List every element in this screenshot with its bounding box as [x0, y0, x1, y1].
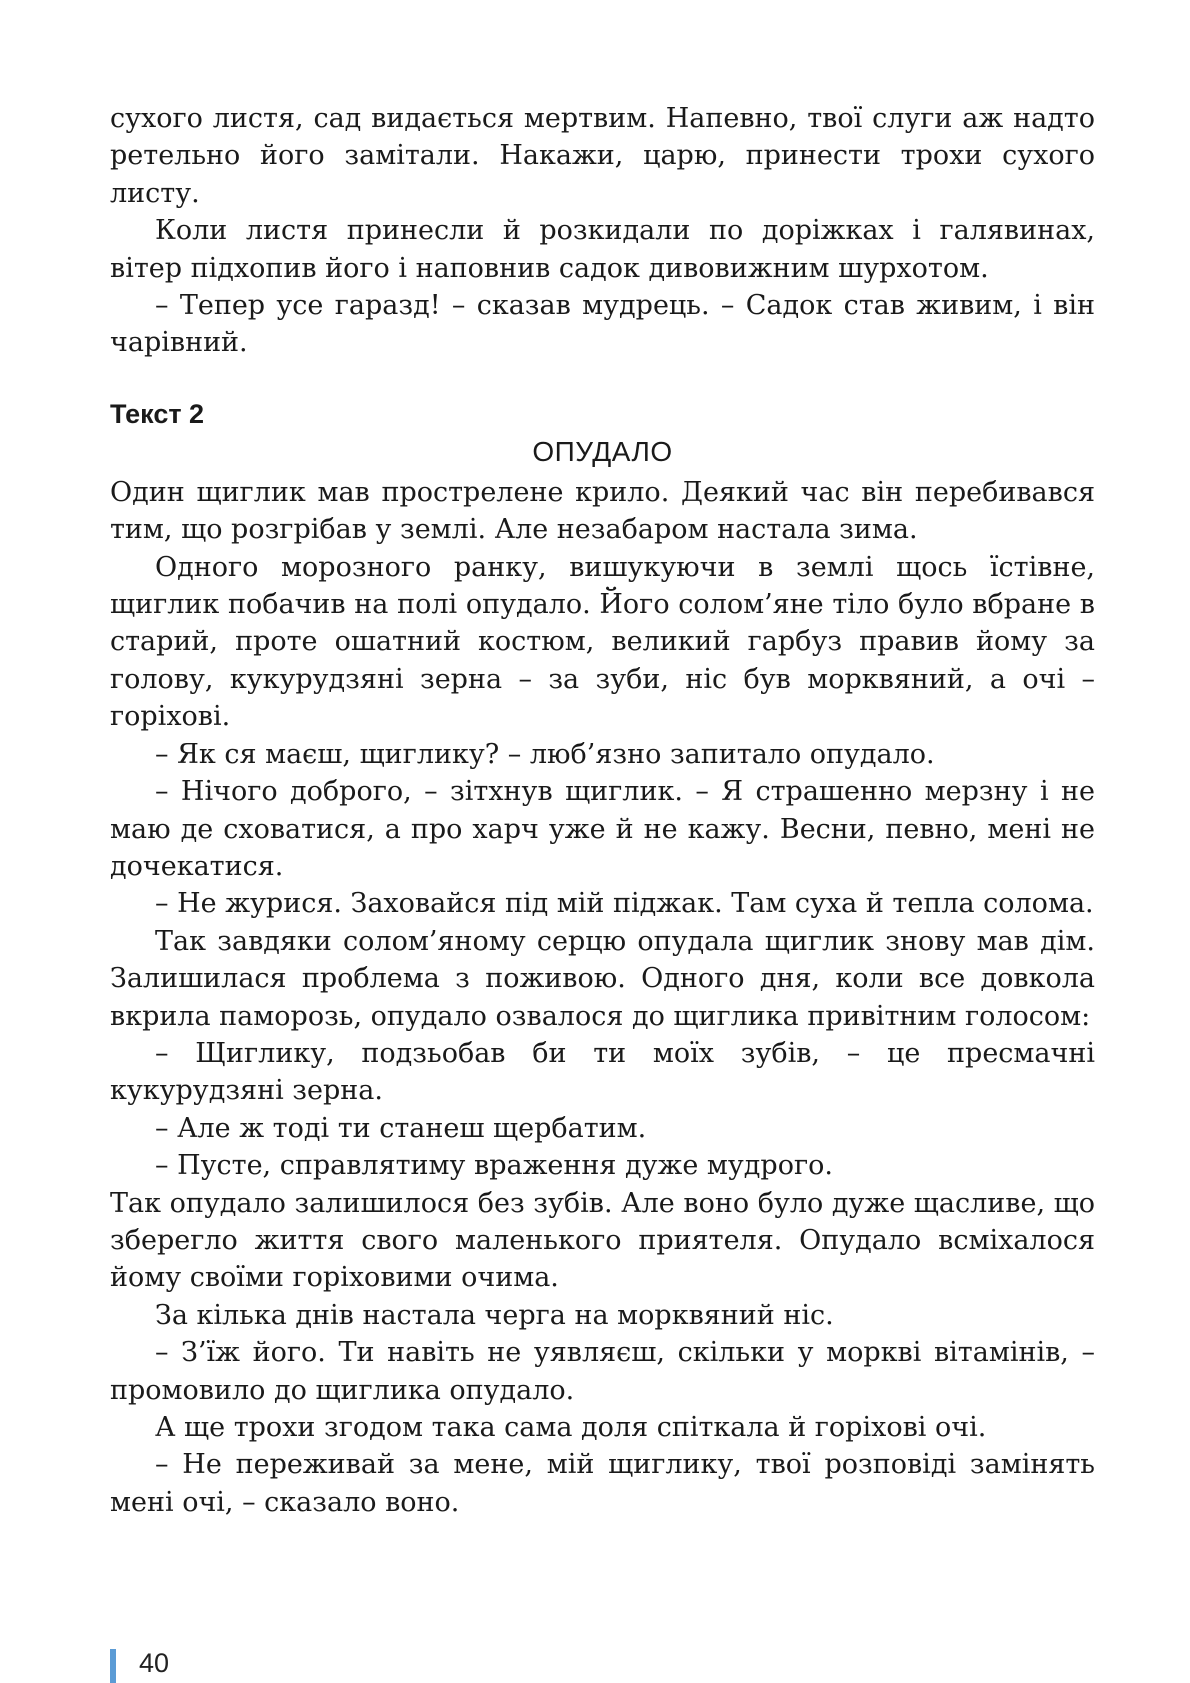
text-column: [110, 100, 1095, 1521]
paragraph: – Щиглику, подзьобав би ти моїх зубів, – це пресмачні кукурудзяні зерна.: [110, 1037, 1095, 1107]
paragraph: Так завдяки солом’яному серцю опудала щиглик знову мав дім. Залишилася проблема з поживою. Одного дня, коли все довкола вкрила паморозь, опудало озвалося до щиглика привітним голосом:: [110, 925, 1095, 1032]
paragraph: Так опудало залишилося без зубів. Але воно було дуже щасливе, що зберегло життя свого маленького приятеля. Опудало всміхалося йому своїми горіховими очима.: [110, 1187, 1095, 1294]
paragraph: Коли листя принесли й розкидали по доріжках і галявинах, вітер підхопив його і наповнив садок дивовижним шурхотом.: [110, 215, 1095, 284]
story-title: ОПУДАЛО: [532, 435, 673, 467]
section-label: Текст 2: [110, 398, 205, 429]
page-number-accent-bar: [110, 1649, 116, 1683]
paragraph: – Як ся маєш, щиглику? – люб’язно запитало опудало.: [155, 738, 935, 770]
paragraph: А ще трохи згодом така сама доля спіткала й горіхові очі.: [155, 1412, 987, 1443]
page-number: 40: [139, 1648, 170, 1678]
paragraph: – Але ж тоді ти станеш щербатим.: [155, 1112, 647, 1144]
paragraph: сухого листя, сад видається мертвим. Напевно, твої слуги аж надто ретельно його замітали. Накажи, царю, принести трохи сухого листу.: [110, 103, 1095, 209]
paragraph: За кілька днів настала черга на морквяний ніс.: [155, 1299, 834, 1331]
paragraph: – Не журися. Заховайся під мій піджак. Там суха й тепла солома.: [155, 888, 1094, 920]
paragraph: – Пусте, справлятиму враження дуже мудрого.: [155, 1150, 833, 1182]
paragraph: – Тепер усе гаразд! – сказав мудрець. – Садок став живим, і він чарівний.: [110, 290, 1095, 359]
paragraph: Один щиглик мав прострелене крило. Деякий час він перебивався тим, що розгрібав у землі. Але незабаром настала зима.: [110, 476, 1095, 546]
paragraph: – Не переживай за мене, мій щиглику, твої розповіді замінять мені очі, – сказало воно.: [110, 1449, 1095, 1518]
paragraph: – Нічого доброго, – зітхнув щиглик. – Я страшенно мерзну і не маю де сховатися, а про харч уже й не кажу. Весни, певно, мені не дочекатися.: [110, 776, 1095, 882]
paragraph: – З’їж його. Ти навіть не уявляєш, скільки у моркві вітамінів, – промовило до щиглика опудало.: [110, 1337, 1095, 1406]
paragraph: Одного морозного ранку, вишукуючи в землі щось їстівне, щиглик побачив на полі опудало. Його солом’яне тіло було вбране в старий, проте ошатний костюм, великий гарбуз правив йому за голову, кукурудзяні зерна – за зуби, ніс був морквяний, а очі – горіхові.: [110, 551, 1095, 733]
